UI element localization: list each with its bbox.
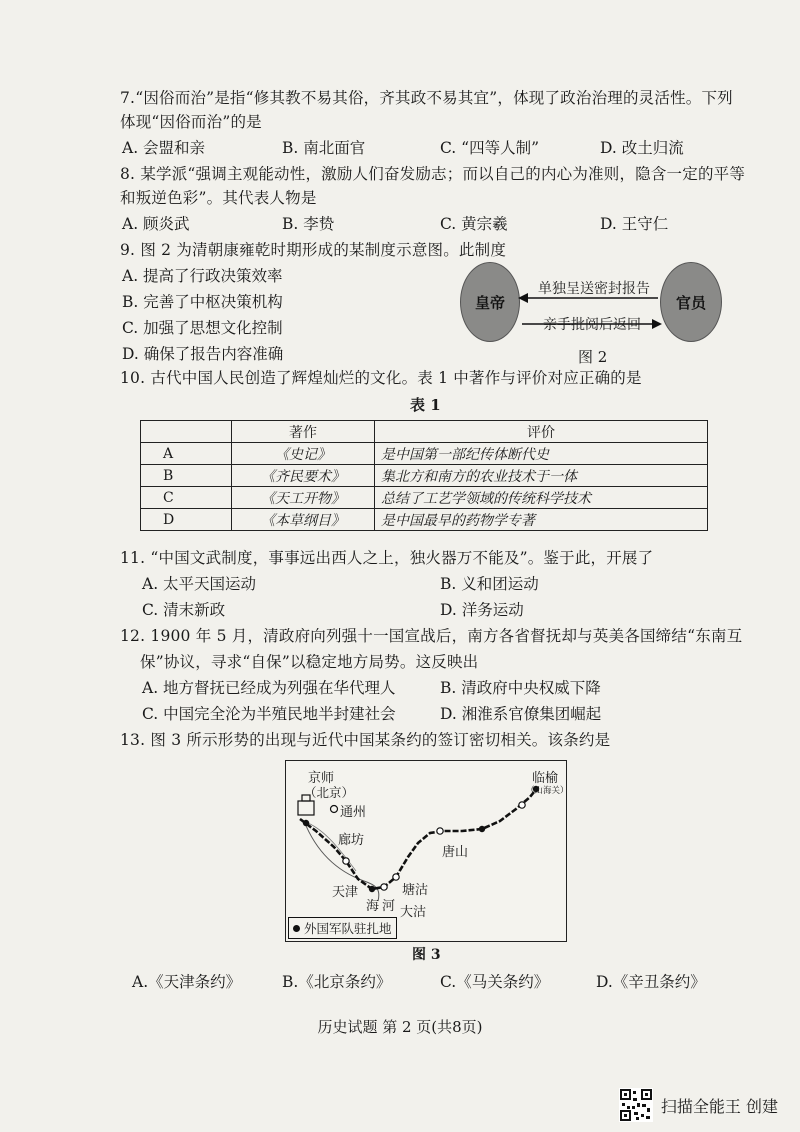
q11-stem: 11. “中国文武制度，事事远出西人之上，独火器万不能及”。鉴于此，开展了: [120, 549, 654, 567]
map-label-langfang: 廊坊: [338, 833, 365, 848]
q13-option-b: B.《北京条约》: [282, 973, 392, 991]
q8-stem-line2: 和叛逆色彩”。其代表人物是: [120, 189, 317, 207]
q7-option-a: A. 会盟和亲: [122, 139, 206, 157]
fig2-caption: 图 2: [578, 348, 608, 366]
scanner-watermark: [619, 1088, 778, 1122]
q11-option-d: D. 洋务运动: [440, 601, 524, 619]
q11-option-a: A. 太平天国运动: [142, 575, 257, 593]
q9-option-d: D. 确保了报告内容准确: [122, 345, 284, 363]
q9-option-b: B. 完善了中枢决策机构: [122, 293, 283, 311]
fig2-bottom-label: 亲手批阅后返回: [543, 317, 641, 333]
q13-option-d: D.《辛丑条约》: [596, 973, 706, 991]
q9-stem: 9. 图 2 为清朝康雍乾时期形成的某制度示意图。此制度: [120, 241, 507, 259]
map-label-beijing: （北京）: [304, 785, 355, 800]
q12-stem-line1: 12. 1900 年 5 月，清政府向列强十一国宣战后，南方各省督抚却与英美各国缔结“东南互: [120, 627, 743, 645]
q7-option-b: B. 南北面官: [282, 139, 366, 157]
legend-dot-icon: [293, 925, 300, 932]
table1: [140, 420, 708, 531]
q9-option-c: C. 加强了思想文化控制: [122, 319, 283, 337]
q11-option-c: C. 清末新政: [142, 601, 226, 619]
map-label-tangshan: 唐山: [442, 845, 469, 860]
table-row: [141, 443, 708, 465]
q12-option-d: D. 湘淮系官僚集团崛起: [440, 705, 602, 723]
table-cell: 是中国最早的药物学专著: [375, 509, 708, 531]
q11-option-b: B. 义和团运动: [440, 575, 539, 593]
table-cell: 集北方和南方的农业技术于一体: [375, 465, 708, 487]
qr-code-icon: [619, 1088, 653, 1122]
map-label-he: 河: [382, 899, 396, 914]
fig2-top-label: 单独呈送密封报告: [538, 281, 650, 297]
q8-option-d: D. 王守仁: [600, 215, 669, 233]
map-label-hai: 海: [366, 899, 380, 914]
fig3-map: [285, 760, 567, 942]
table1-title: 表 1: [410, 396, 441, 414]
table-header-row: [141, 421, 708, 443]
map-label-tongzhou: 通州: [340, 805, 367, 820]
table-cell: 是中国第一部纪传体断代史: [375, 443, 708, 465]
q13-option-a: A.《天津条约》: [132, 973, 242, 991]
table-cell: 《史记》: [232, 443, 375, 465]
page-footer: 历史试题 第 2 页(共8页): [317, 1018, 483, 1036]
fig3-caption: 图 3: [412, 947, 441, 963]
q12-option-b: B. 清政府中央权威下降: [440, 679, 601, 697]
q12-option-c: C. 中国完全沦为半殖民地半封建社会: [142, 705, 396, 723]
q7-stem-line2: 体现“因俗而治”的是: [120, 113, 262, 131]
map-legend: [288, 917, 397, 939]
table-cell: 总结了工艺学领域的传统科学技术: [375, 487, 708, 509]
legend-label: 外国军队驻扎地: [304, 921, 392, 936]
q9-option-a: A. 提高了行政决策效率: [122, 267, 283, 285]
table-header-cell: 著作: [232, 421, 375, 443]
map-label-tanggu: 塘沽: [402, 883, 429, 898]
map-label-linyu: 临榆: [532, 771, 559, 786]
q12-stem-line2: 保”协议，寻求“自保”以稳定地方局势。这反映出: [140, 653, 479, 671]
table-cell: C: [141, 487, 232, 509]
q8-option-c: C. 黄宗羲: [440, 215, 508, 233]
watermark-text: 扫描全能王 创建: [660, 1096, 778, 1116]
q10-stem: 10. 古代中国人民创造了辉煌灿烂的文化。表 1 中著作与评价对应正确的是: [120, 369, 642, 387]
table-row: [141, 509, 708, 531]
q7-stem-line1: 7.“因俗而治”是指“修其教不易其俗，齐其政不易其宜”，体现了政治治理的灵活性。下列: [120, 89, 733, 107]
q8-option-a: A. 顾炎武: [122, 215, 190, 233]
table-row: [141, 465, 708, 487]
table-cell: 《本草纲目》: [232, 509, 375, 531]
q7-option-d: D. 改土归流: [600, 139, 684, 157]
table-header-cell: 评价: [375, 421, 708, 443]
table-cell: B: [141, 465, 232, 487]
q13-option-c: C.《马关条约》: [440, 973, 550, 991]
q7-option-c: C. “四等人制”: [440, 139, 540, 157]
q8-option-b: B. 李贽: [282, 215, 335, 233]
fig2-official-node: 官员: [660, 262, 722, 342]
table-row: [141, 487, 708, 509]
table-cell: 《齐民要术》: [232, 465, 375, 487]
map-label-dagu: 大沽: [400, 905, 427, 920]
map-label-shanhaiguan: （山海关）: [526, 786, 569, 796]
table-cell: 《天工开物》: [232, 487, 375, 509]
fig2-emperor-node: 皇帝: [460, 262, 520, 342]
table-cell: D: [141, 509, 232, 531]
q12-option-a: A. 地方督抚已经成为列强在华代理人: [142, 679, 396, 697]
table-header-cell: [141, 421, 232, 443]
map-label-jingshi: 京师: [308, 771, 335, 786]
map-label-tianjin: 天津: [332, 885, 359, 900]
q8-stem-line1: 8. 某学派“强调主观能动性，激励人们奋发励志；而以自己的内心为准则，隐含一定的平等: [120, 165, 746, 183]
table-cell: A: [141, 443, 232, 465]
q13-stem: 13. 图 3 所示形势的出现与近代中国某条约的签订密切相关。该条约是: [120, 731, 611, 749]
